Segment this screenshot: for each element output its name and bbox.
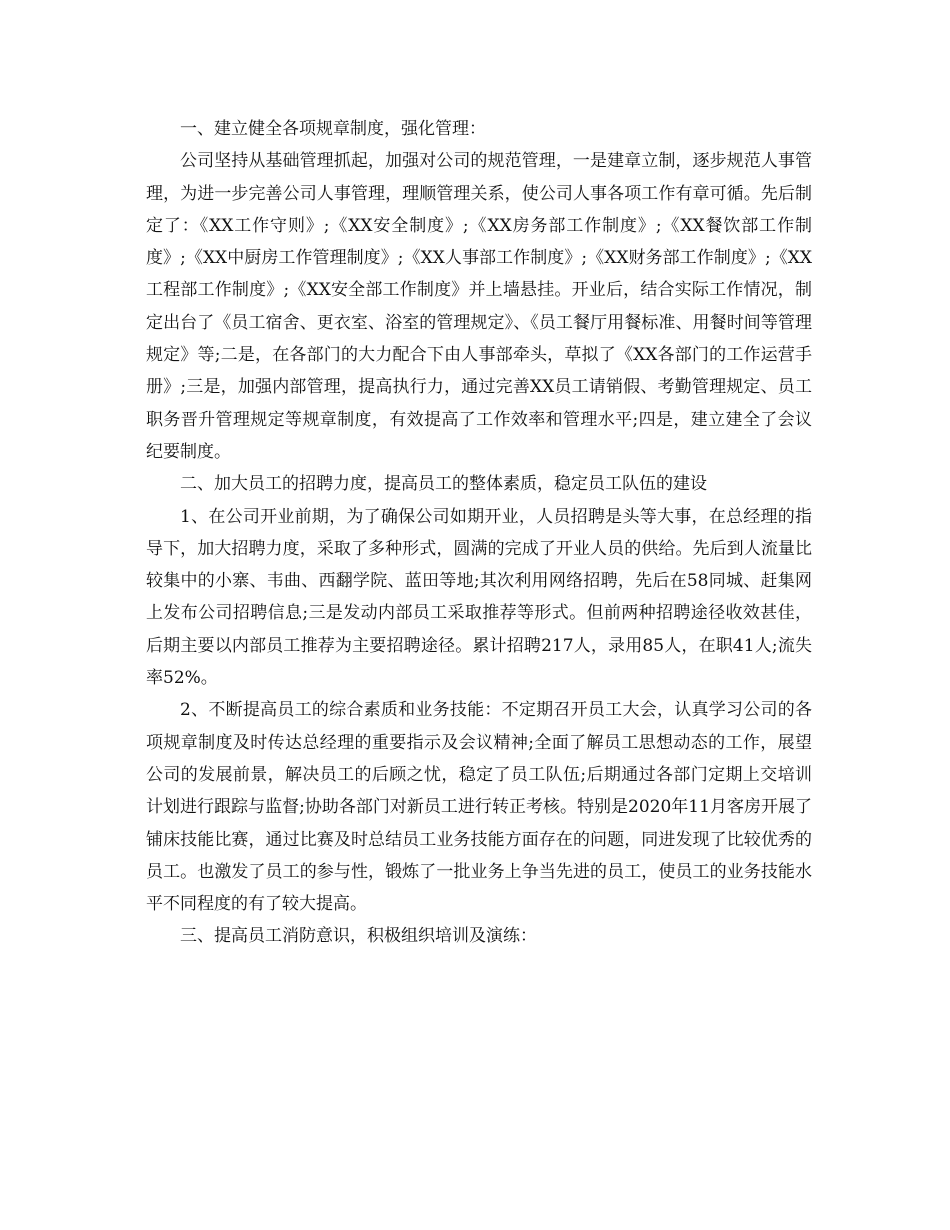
paragraph-staff-skills: 2、不断提高员工的综合素质和业务技能：不定期召开员工大会，认真学习公司的各项规章制度及时传达总经理的重要指示及会议精神;全面了解员工思想动态的工作，展望公司的发展前景，解决员工的后顾之忧，稳定了员工队伍;后期通过各部门定期上交培训计划进行跟踪与监督;协助各部门对新员工进行转正考核。特别是2020年11月客房开展了铺床技能比赛，通过比赛及时总结员工业务技能方面存在的问题，同进发现了比较优秀的员工。也激发了员工的参与性，锻炼了一批业务上争当先进的员工，使员工的业务技能水平不同程度的有了较大提高。: [146, 700, 812, 915]
section-heading-3: 三、提高员工消防意识，积极组织培训及演练：: [180, 926, 537, 947]
section-heading-1: 一、建立健全各项规章制度，强化管理：: [180, 119, 486, 139]
paragraph-recruitment: 1、在公司开业前期，为了确保公司如期开业，人员招聘是头等大事，在总经理的指导下，加大招聘力度，采取了多种形式，圆满的完成了开业人员的供给。先后到人流量比较集中的小寨、韦曲、西翻学院、蓝田等地;其次利用网络招聘，先后在58同城、赶集网上发布公司招聘信息;三是发动内部员工采取推荐等形式。但前两种招聘途径收效甚佳，后期主要以内部员工推荐为主要招聘途径。累计招聘217人，录用85人，在职41人;流失率52%。: [146, 506, 812, 689]
document-body: [146, 113, 812, 953]
paragraph-rules-system: 公司坚持从基础管理抓起，加强对公司的规范管理，一是建章立制，逐步规范人事管理，为进一步完善公司人事管理，理顺管理关系，使公司人事各项工作有章可循。先后制定了：《XX工作守则》;《XX安全制度》;《XX房务部工作制度》;《XX餐饮部工作制度》;《XX中厨房工作管理制度》;《XX人事部工作制度》;《XX财务部工作制度》;《XX工程部工作制度》;《XX安全部工作制度》并上墙悬挂。开业后，结合实际工作情况，制定出台了《员工宿舍、更衣室、浴室的管理规定》、《员工餐厅用餐标准、用餐时间等管理规定》等;二是，在各部门的大力配合下由人事部牵头，草拟了《XX各部门的工作运营手册》;三是，加强内部管理，提高执行力，通过完善XX员工请销假、考勤管理规定、员工职务晋升管理规定等规章制度，有效提高了工作效率和管理水平;四是，建立建全了会议纪要制度。: [146, 151, 812, 462]
section-heading-2: 二、加大员工的招聘力度，提高员工的整体素质，稳定员工队伍的建设: [180, 474, 707, 495]
